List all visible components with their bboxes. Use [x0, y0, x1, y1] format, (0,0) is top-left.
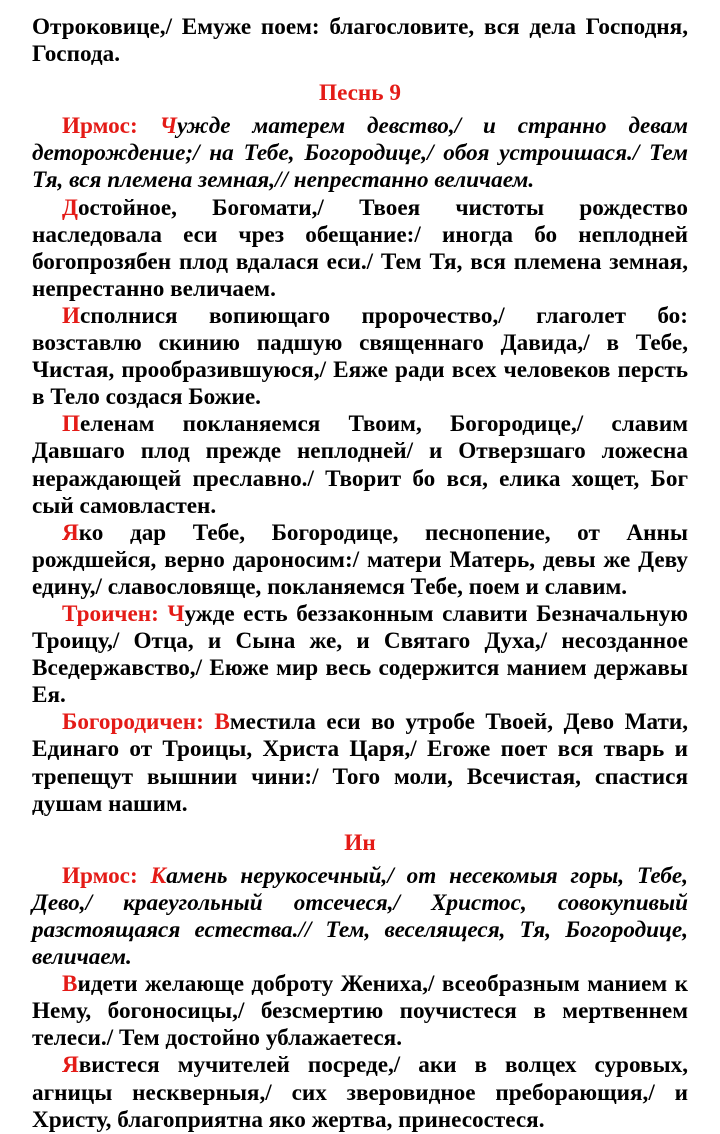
irmos-initial: К — [150, 862, 167, 889]
trinity-text: ужде есть беззаконным славити Безначальную Троицу,/ Отца, и Сына же, и Святаго Духа,/ несозданное Вседержавство,/ Еюже мир весь содержится манием державы Ея. — [32, 600, 689, 709]
theotokion-text: местила еси во утробе Твоей, Дево Мати, Единаго от Троицы, Христа Царя,/ Егоже поет вся тварь и трепещут вышнии чини:/ Того моли, Всечистая, спастися душам нашим. — [32, 709, 689, 817]
opening-text: Отроковице,/ Емуже поем: благословите, вся дела Господня, Господа. — [32, 14, 688, 68]
troparion-paragraph — [32, 411, 688, 519]
trinity-label: Троичен: — [62, 600, 159, 627]
other-canon-heading: Ин — [344, 829, 376, 856]
irmos-paragraph-2 — [32, 863, 688, 971]
troparion-paragraph — [32, 1052, 688, 1133]
irmos-text: ужде матерем девство,/ и странно девам деторождение;/ на Тебе, Богородице,/ обоя устроишася./ Тем Тя, вся племена земная,// непрестанно величаем. — [32, 113, 689, 194]
opening-paragraph — [32, 14, 688, 68]
troparion-initial: П — [62, 411, 81, 438]
troparion-paragraph — [32, 971, 688, 1052]
troparion-text: еленам покланяемся Твоим, Богородице,/ славим Давшаго плод прежде неплодней/ и Отверзшаго ложесна нераждающей преславно./ Творит бо вся, елика хощет, Бог сый самовластен. — [32, 411, 688, 519]
trinity-paragraph — [32, 601, 688, 709]
irmos-label: Ирмос: — [62, 113, 138, 140]
troparion-initial: Я — [62, 519, 79, 546]
troparion-paragraph — [32, 520, 688, 601]
troparion-text: вистеся мучителей посреде,/ аки в волцех суровых, агницы нескверныя,/ сих зверовидное преборающия,/ и Христу, благоприятна яко жертва, принесостеся. — [32, 1052, 688, 1133]
theotokion-label: Богородичен: — [62, 709, 204, 736]
ode-9-heading: Песнь 9 — [319, 80, 401, 107]
irmos-label: Ирмос: — [62, 862, 138, 889]
troparion-text: остойное, Богомати,/ Твоея чистоты рождество наследовала еси чрез обещание:/ иногда бо неплодней богопрозябен плод вдалася еси./ Тем Тя, вся племена земная, непрестанно величаем. — [32, 194, 688, 302]
troparion-text: ко дар Тебе, Богородице, песнопение, от Анны рождшейся, верно дароносим:/ матери Матерь, девы же Деву едину,/ славословяще, покланяемся Тебе, поем и славим. — [32, 519, 688, 600]
troparion-text: идети желающе доброту Жениха,/ всеобразным манием к Нему, богоносицы,/ безсмертию поучистеся в мертвеннем телеси./ Тем достойно ублажаетеся. — [32, 971, 688, 1052]
irmos-initial: Ч — [159, 113, 177, 140]
theotokion-initial: В — [214, 709, 230, 736]
troparion-text: сполнися вопиющаго пророчество,/ глаголет бо: возставлю скинию падшую священнаго Давида,/ в Тебе, Чистая, прообразившуюся,/ Еяже ради всех человеков персть в Тело создася Божие. — [32, 302, 688, 411]
troparion-initial: Я — [62, 1052, 79, 1079]
troparion-initial: И — [62, 302, 81, 329]
irmos-paragraph — [32, 113, 688, 194]
troparion-paragraph — [32, 303, 688, 411]
trinity-initial: Ч — [167, 600, 185, 627]
irmos-text: амень нерукосечный,/ от несекомыя горы, Тебе, Дево,/ краеугольный отсечеся,/ Христос, совокупивый разстоящаяся естества.// Тем, веселящеся, Тя, Богородице, величаем. — [32, 862, 688, 971]
theotokion-paragraph — [32, 709, 688, 817]
troparion-initial: Д — [62, 194, 78, 221]
troparion-initial: В — [62, 971, 78, 998]
troparion-paragraph — [32, 195, 688, 303]
